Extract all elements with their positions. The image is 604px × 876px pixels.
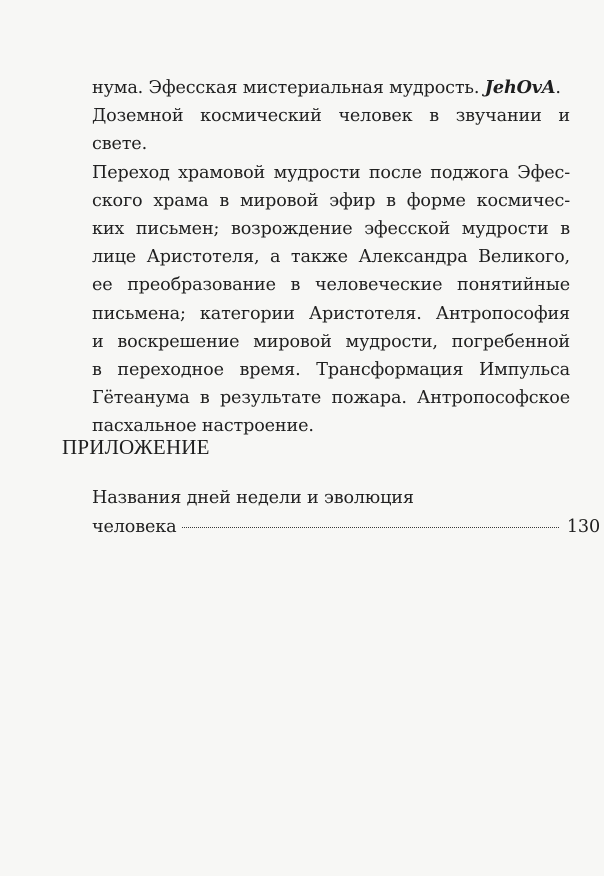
summary-line-8: письмена; категории Аристотеля. Антропософия — [92, 303, 570, 324]
summary-line-11: Гётеанума в результате пожара. Антропософское — [92, 388, 570, 409]
appendix-heading: ПРИЛОЖЕНИЕ — [62, 435, 210, 459]
toc-leader-dots — [182, 527, 558, 528]
summary-line-5: ких письмен; возрождение эфесской мудрости в — [92, 219, 570, 240]
summary-line-3: Переход храмовой мудрости после поджога Эфес- — [92, 162, 570, 183]
summary-line-1 — [92, 74, 570, 102]
summary-line-7: ее преобразование в человеческие понятийные — [92, 275, 570, 296]
toc-entry-title-line-1: Названия дней недели и эволюция — [92, 488, 414, 508]
toc-entry-title-line-2: человека — [92, 516, 177, 537]
toc-entry-last-line — [92, 513, 600, 542]
toc-page-number: 130 — [566, 516, 600, 537]
summary-line-6: лице Аристотеля, а также Александра Великого, — [92, 247, 570, 268]
chapter-summary — [92, 74, 570, 441]
emphasized-name: JehOvA — [484, 77, 556, 98]
summary-punctuation: . — [555, 78, 561, 98]
summary-text: нума. Эфесская мистериальная мудрость. — [92, 78, 485, 98]
summary-line-12: пасхальное настроение. — [92, 416, 314, 437]
summary-line-4: ского храма в мировой эфир в форме космичес- — [92, 190, 570, 211]
toc-entry[interactable] — [92, 484, 600, 541]
summary-line-9: и воскрешение мировой мудрости, погребенной — [92, 331, 570, 352]
summary-line-10: в переходное время. Трансформация Импульса — [92, 360, 570, 381]
summary-line-2: Доземной космический человек в звучании и свете. — [92, 106, 570, 155]
